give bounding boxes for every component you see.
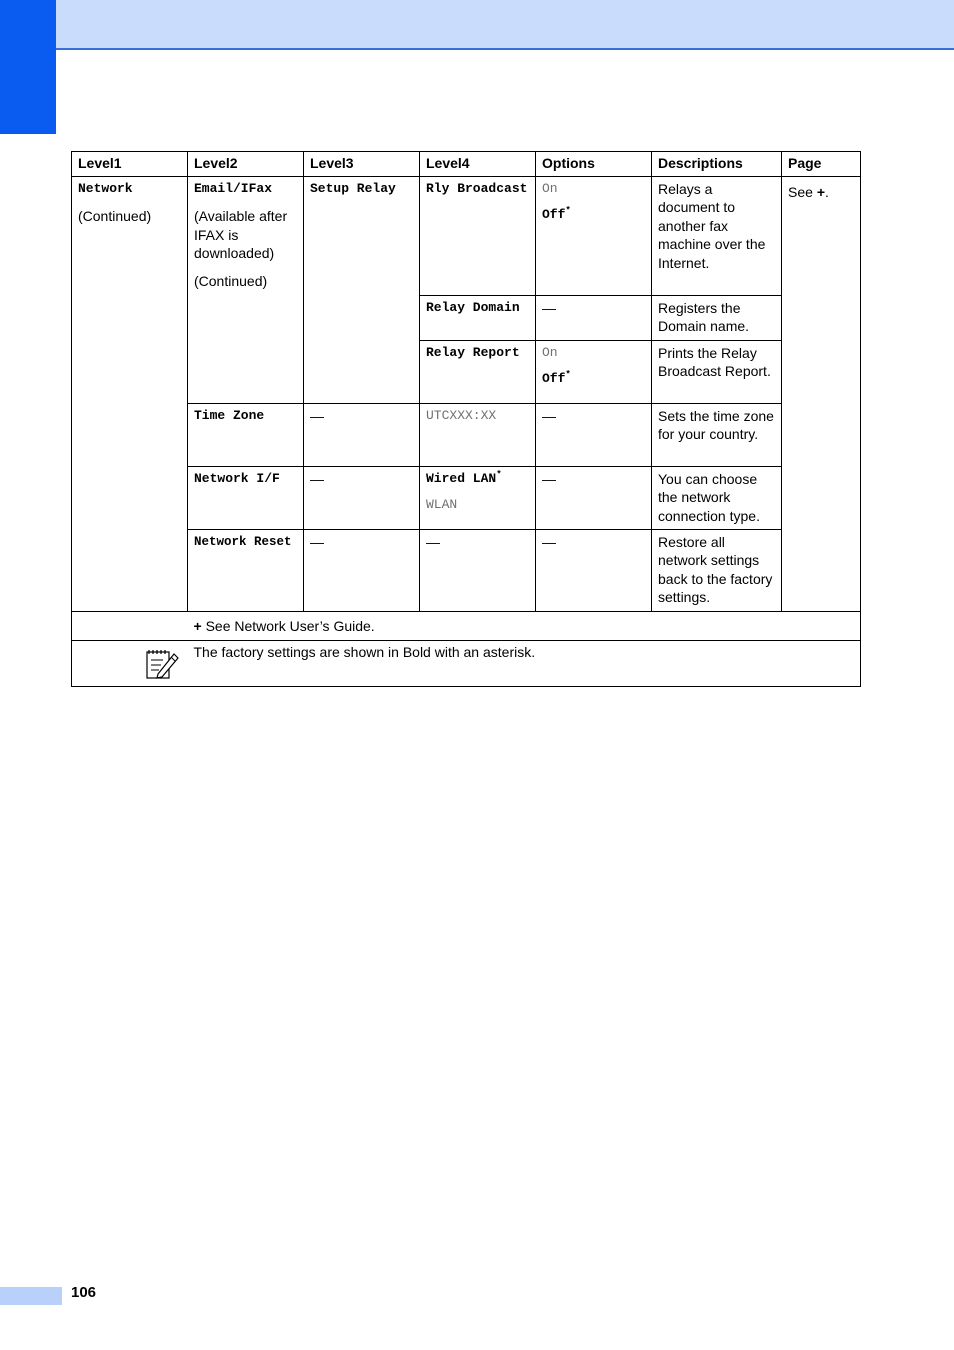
relay-domain-options: —: [536, 295, 652, 340]
note-text: The factory settings are shown in Bold with an asterisk.: [188, 640, 861, 687]
level2-network-reset: [188, 529, 304, 611]
asterisk: *: [565, 369, 571, 380]
rly-broadcast-opt-off: [542, 206, 645, 225]
level4-rly-broadcast: [420, 176, 536, 295]
time-zone-value: UTCXXX:XX: [426, 407, 497, 423]
network-reset-level3: —: [304, 529, 420, 611]
asterisk: *: [565, 205, 571, 216]
relay-report-opt-off: [542, 370, 645, 389]
asterisk: *: [496, 469, 502, 480]
page-see-label: See: [788, 183, 813, 200]
level4-relay-domain: [420, 295, 536, 340]
header-level1: Level1: [72, 152, 188, 177]
time-zone-name: Time Zone: [194, 407, 265, 423]
header-page: Page: [782, 152, 861, 177]
wired-lan-label: Wired LAN: [426, 470, 497, 486]
plus-icon: +: [816, 183, 825, 200]
footnote-text: See Network User’s Guide.: [205, 617, 375, 634]
email-ifax-cont: (Continued): [194, 272, 268, 289]
level1-note: (Continued): [78, 208, 152, 224]
wired-lan-option: [426, 470, 529, 489]
network-reset-options: —: [536, 529, 652, 611]
network-reset-name: Network Reset: [194, 534, 292, 549]
note-row: [72, 640, 861, 687]
header-descriptions: Descriptions: [652, 152, 782, 177]
footer-band: [0, 1287, 62, 1305]
level4-relay-report: [420, 340, 536, 403]
page-see: [788, 183, 854, 202]
network-if-level3: —: [304, 466, 420, 529]
relay-report-off-label: Off: [542, 371, 566, 386]
rly-broadcast-name: Rly Broadcast: [426, 180, 528, 196]
relay-report-name: Relay Report: [426, 344, 520, 360]
level2-email-cell: [188, 176, 304, 403]
level3-setup-relay-cell: [304, 176, 420, 403]
note-pad-icon: [144, 646, 180, 682]
header-options: Options: [536, 152, 652, 177]
email-ifax-name: Email/IFax: [194, 180, 273, 196]
level1-cell: [72, 176, 188, 611]
network-if-level4: [420, 466, 536, 529]
table-row: [72, 176, 861, 295]
time-zone-level3: —: [304, 403, 420, 466]
time-zone-level4: [420, 403, 536, 466]
network-reset-level4: —: [420, 529, 536, 611]
network-if-desc: You can choose the network connection type.: [652, 466, 782, 529]
email-ifax-note: (Available after IFAX is downloaded): [194, 208, 288, 261]
time-zone-options: —: [536, 403, 652, 466]
rly-broadcast-options: [536, 176, 652, 295]
rly-broadcast-opt-on: On: [542, 180, 558, 196]
chapter-tab: [0, 0, 56, 134]
header-level3: Level3: [304, 152, 420, 177]
network-if-name: Network I/F: [194, 470, 280, 486]
note-icon-cell: [72, 640, 188, 687]
page-cell: [782, 176, 861, 611]
table-row: [72, 466, 861, 529]
network-reset-desc: Restore all network settings back to the factory settings.: [652, 529, 782, 611]
settings-table: [71, 151, 861, 687]
wlan-option: WLAN: [426, 497, 458, 512]
footnote: [188, 611, 861, 640]
setup-relay-name: Setup Relay: [310, 180, 396, 196]
level2-time-zone: [188, 403, 304, 466]
header-level4: Level4: [420, 152, 536, 177]
relay-report-desc: Prints the Relay Broadcast Report.: [652, 340, 782, 403]
table-row: [72, 403, 861, 466]
time-zone-desc: Sets the time zone for your country.: [652, 403, 782, 466]
page-see-period: .: [825, 183, 829, 200]
rly-broadcast-desc: Relays a document to another fax machine over the Internet.: [652, 176, 782, 295]
header-band: [0, 0, 954, 50]
footnote-row: [72, 611, 861, 640]
table-header-row: [72, 152, 861, 177]
page-number: 106: [71, 1284, 97, 1301]
header-level2: Level2: [188, 152, 304, 177]
relay-report-opt-on: On: [542, 344, 558, 360]
relay-domain-desc: Registers the Domain name.: [652, 295, 782, 340]
rly-broadcast-off-label: Off: [542, 207, 566, 222]
level2-network-if: [188, 466, 304, 529]
relay-report-options: [536, 340, 652, 403]
footnote-spacer: [72, 611, 188, 640]
relay-domain-name: Relay Domain: [426, 299, 520, 315]
network-if-options: —: [536, 466, 652, 529]
table-row: [72, 529, 861, 611]
level1-name: Network: [78, 180, 133, 196]
plus-icon: +: [193, 617, 202, 634]
